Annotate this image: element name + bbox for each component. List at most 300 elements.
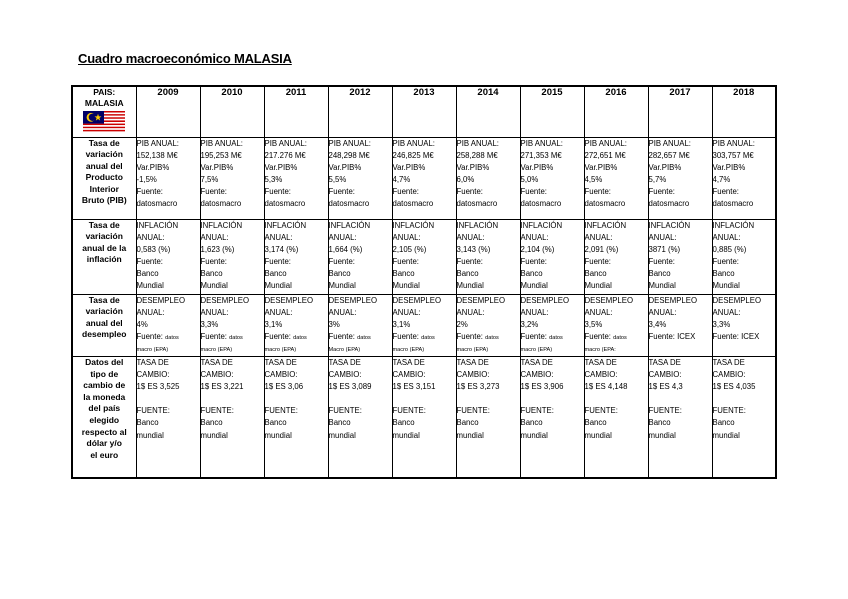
pib-cell-text: 303,757 M€	[712, 150, 754, 160]
inflation-cell-text: Fuente:	[648, 256, 675, 266]
exchange-rate-cell-text: Banco	[584, 418, 607, 428]
unemployment-annual: ANUAL:	[712, 307, 741, 317]
pib-cell-text: Fuente:	[136, 186, 163, 196]
pib-cell-text: 5,0%	[520, 174, 539, 184]
pib-cell-text: PIB ANUAL:	[136, 138, 179, 148]
pib-cell-2018	[712, 137, 776, 219]
unemployment-source-line	[329, 331, 392, 344]
inflation-cell-text: Fuente:	[136, 256, 163, 266]
unemployment-annual: ANUAL:	[456, 307, 485, 317]
unemployment-title: DESEMPLEO	[136, 295, 186, 305]
pib-row-label-line: Producto	[85, 172, 123, 183]
exchange-rate-cell-text: Banco	[712, 418, 735, 428]
pib-cell-text: datosmacro	[392, 198, 434, 208]
exchange-rate-cell-text	[585, 393, 648, 405]
exchange-rate-cell-2016	[584, 356, 648, 478]
inflation-cell-text: 0,885 (%)	[712, 244, 747, 254]
unemployment-source-detail: macro (EPA)	[200, 346, 233, 353]
year-header-2013: 2013	[392, 86, 456, 137]
unemployment-source-line	[201, 331, 264, 344]
pib-cell-text: datosmacro	[456, 198, 498, 208]
pib-cell-text: datosmacro	[648, 198, 690, 208]
exchange-rate-row-label-line: dólar y/o	[86, 438, 122, 449]
inflation-cell-text: Mundial	[712, 280, 740, 290]
exchange-rate-cell-2018	[712, 356, 776, 478]
pib-cell-text: 246,825 M€	[392, 150, 434, 160]
macro-table	[71, 85, 777, 479]
inflation-cell-2013	[392, 219, 456, 294]
exchange-rate-cell-text	[649, 393, 712, 405]
pib-row-label	[72, 137, 136, 219]
unemployment-title: DESEMPLEO	[328, 295, 378, 305]
pib-cell-text: Var.PIB%	[520, 162, 554, 172]
year-header-2018: 2018	[712, 86, 776, 137]
inflation-cell-text: 0,583 (%)	[136, 244, 171, 254]
unemployment-source-line	[393, 331, 456, 344]
exchange-rate-row-label-line: Datos del	[85, 356, 124, 367]
exchange-rate-cell-text: Banco	[136, 418, 159, 428]
exchange-rate-cell-text	[201, 393, 264, 405]
exchange-rate-cell-2015	[520, 356, 584, 478]
inflation-cell-text: ANUAL:	[648, 232, 677, 242]
inflation-cell-2017	[648, 219, 712, 294]
unemployment-value: 3,2%	[520, 319, 539, 329]
pib-cell-2010	[200, 137, 264, 219]
pib-cell-text: datosmacro	[712, 198, 754, 208]
inflation-cell-text: 1,664 (%)	[328, 244, 363, 254]
unemployment-source-detail: macro (EPA)	[520, 346, 553, 353]
unemployment-annual: ANUAL:	[136, 307, 165, 317]
exchange-rate-cell-text	[329, 393, 392, 405]
unemployment-source-name: datos	[357, 334, 371, 341]
exchange-rate-row	[72, 356, 776, 478]
pib-cell-text: Var.PIB%	[712, 162, 746, 172]
exchange-rate-cell-text: FUENTE:	[584, 406, 618, 416]
pib-cell-text: Fuente:	[584, 186, 611, 196]
inflation-cell-2014	[456, 219, 520, 294]
unemployment-annual: ANUAL:	[520, 307, 549, 317]
exchange-rate-cell-text: mundial	[328, 430, 356, 440]
exchange-rate-cell-text: 1$ ES 3,089	[328, 382, 372, 392]
inflation-cell-text: Fuente:	[712, 256, 739, 266]
unemployment-title: DESEMPLEO	[520, 295, 570, 305]
exchange-rate-cell-2017	[648, 356, 712, 478]
exchange-rate-cell-text: mundial	[584, 430, 612, 440]
pib-cell-text: datosmacro	[136, 198, 178, 208]
unemployment-title: DESEMPLEO	[392, 295, 442, 305]
pib-cell-2017	[648, 137, 712, 219]
unemployment-cell-2009	[136, 294, 200, 356]
unemployment-source-detail: macro (EPA)	[136, 346, 169, 353]
exchange-rate-cell-text: 1$ ES 4,035	[712, 382, 756, 392]
year-header-2015: 2015	[520, 86, 584, 137]
exchange-rate-cell-text: Banco	[264, 418, 287, 428]
inflation-cell-text: Banco	[584, 268, 607, 278]
exchange-rate-cell-text: 1$ ES 3,273	[456, 382, 500, 392]
pib-cell-text: Fuente:	[392, 186, 419, 196]
pib-row-label-line: Bruto (PIB)	[81, 195, 127, 206]
unemployment-cell-2016	[584, 294, 648, 356]
pib-cell-2012	[328, 137, 392, 219]
unemployment-cell-2018	[712, 294, 776, 356]
pib-cell-text: Fuente:	[520, 186, 547, 196]
unemployment-row-label-line: anual del	[85, 317, 123, 328]
unemployment-title: DESEMPLEO	[584, 295, 634, 305]
pib-cell-text: Fuente:	[712, 186, 739, 196]
inflation-cell-text: Mundial	[520, 280, 548, 290]
pib-cell-2013	[392, 137, 456, 219]
year-header-2016: 2016	[584, 86, 648, 137]
inflation-cell-text: Banco	[520, 268, 543, 278]
unemployment-source-label: Fuente:	[136, 331, 163, 341]
inflation-cell-text: INFLACIÓN	[648, 220, 691, 230]
unemployment-title: DESEMPLEO	[456, 295, 506, 305]
pib-cell-text: Fuente:	[328, 186, 355, 196]
exchange-rate-cell-text: CAMBIO:	[392, 370, 426, 380]
inflation-cell-text: Fuente:	[328, 256, 355, 266]
pib-cell-2009	[136, 137, 200, 219]
exchange-rate-cell-text: CAMBIO:	[520, 370, 554, 380]
unemployment-row	[72, 294, 776, 356]
exchange-rate-cell-text: mundial	[200, 430, 228, 440]
exchange-rate-cell-text: 1$ ES 3,525	[136, 382, 180, 392]
year-header-2014: 2014	[456, 86, 520, 137]
pib-cell-text: 152,138 M€	[136, 150, 178, 160]
inflation-cell-text: INFLACIÓN	[392, 220, 435, 230]
unemployment-value: 2%	[456, 319, 468, 329]
exchange-rate-cell-text: TASA DE	[392, 357, 425, 367]
inflation-row-label	[72, 219, 136, 294]
exchange-rate-cell-text: CAMBIO:	[648, 370, 682, 380]
exchange-rate-cell-text: CAMBIO:	[136, 370, 170, 380]
pib-cell-text: 4,7%	[712, 174, 731, 184]
exchange-rate-cell-text: CAMBIO:	[328, 370, 362, 380]
inflation-cell-text: 2,105 (%)	[392, 244, 427, 254]
inflation-cell-text: Mundial	[648, 280, 676, 290]
unemployment-row-label-line: variación	[85, 306, 123, 317]
exchange-rate-cell-text: Banco	[648, 418, 671, 428]
unemployment-source-label: Fuente:	[584, 331, 611, 341]
inflation-cell-text: INFLACIÓN	[200, 220, 243, 230]
unemployment-cell-2011	[264, 294, 328, 356]
unemployment-source-label: Fuente:	[328, 331, 355, 341]
pib-row	[72, 137, 776, 219]
exchange-rate-cell-text: mundial	[520, 430, 548, 440]
country-header-cell	[72, 86, 136, 137]
unemployment-row-label	[72, 294, 136, 356]
unemployment-source-line	[521, 331, 584, 344]
inflation-cell-text: INFLACIÓN	[520, 220, 563, 230]
unemployment-source-detail: macro (EPA:	[584, 346, 616, 353]
pib-cell-text: 282,657 M€	[648, 150, 690, 160]
inflation-cell-text: INFLACIÓN	[456, 220, 499, 230]
exchange-rate-row-label-line: elegido	[89, 414, 120, 425]
year-header-2012: 2012	[328, 86, 392, 137]
unemployment-source-label: Fuente:	[200, 331, 227, 341]
inflation-cell-2011	[264, 219, 328, 294]
inflation-cell-text: Fuente:	[200, 256, 227, 266]
unemployment-source-detail: macro (EPA)	[392, 346, 425, 353]
unemployment-source-name: datos	[421, 334, 435, 341]
exchange-rate-cell-text: FUENTE:	[648, 406, 682, 416]
unemployment-row-label-line: desempleo	[82, 329, 127, 340]
country-label: PAIS:	[93, 87, 116, 97]
exchange-rate-cell-2010	[200, 356, 264, 478]
pib-cell-text: datosmacro	[200, 198, 242, 208]
pib-cell-text: 4,5%	[584, 174, 603, 184]
pib-cell-text: 6,0%	[456, 174, 475, 184]
exchange-rate-row-label-line: respecto al	[81, 426, 127, 437]
unemployment-source-line	[457, 331, 520, 344]
pib-row-label-line: Tasa de	[88, 137, 120, 148]
pib-cell-text: Var.PIB%	[456, 162, 490, 172]
exchange-rate-cell-text: mundial	[392, 430, 420, 440]
year-header-2010: 2010	[200, 86, 264, 137]
pib-row-label-line: Interior	[89, 183, 119, 194]
unemployment-title: DESEMPLEO	[712, 295, 762, 305]
pib-cell-text: Var.PIB%	[264, 162, 298, 172]
exchange-rate-cell-text	[393, 393, 456, 405]
exchange-rate-cell-text: 1$ ES 3,06	[264, 382, 304, 392]
exchange-rate-cell-text: TASA DE	[520, 357, 553, 367]
exchange-rate-cell-text: mundial	[456, 430, 484, 440]
document-title: Cuadro macroeconómico MALASIA	[78, 51, 292, 66]
unemployment-cell-2017	[648, 294, 712, 356]
exchange-rate-cell-text: FUENTE:	[520, 406, 554, 416]
exchange-rate-cell-text: TASA DE	[584, 357, 617, 367]
unemployment-source-label: Fuente: ICEX	[648, 331, 696, 341]
inflation-cell-text: INFLACIÓN	[328, 220, 371, 230]
inflation-cell-2009	[136, 219, 200, 294]
inflation-row	[72, 219, 776, 294]
inflation-cell-text: ANUAL:	[392, 232, 421, 242]
unemployment-cell-2013	[392, 294, 456, 356]
inflation-cell-text: Fuente:	[264, 256, 291, 266]
exchange-rate-row-label-line: la moneda	[83, 391, 126, 402]
pib-cell-text: 4,7%	[392, 174, 411, 184]
unemployment-annual: ANUAL:	[328, 307, 357, 317]
exchange-rate-cell-text: FUENTE:	[712, 406, 746, 416]
pib-cell-text: 272,651 M€	[584, 150, 626, 160]
exchange-rate-cell-2011	[264, 356, 328, 478]
inflation-row-label-line: variación	[85, 231, 123, 242]
inflation-cell-text: Banco	[200, 268, 223, 278]
pib-cell-text: 258,288 M€	[456, 150, 498, 160]
inflation-cell-text: Fuente:	[584, 256, 611, 266]
exchange-rate-cell-text: Banco	[456, 418, 479, 428]
inflation-cell-text: INFLACIÓN	[584, 220, 627, 230]
unemployment-cell-2014	[456, 294, 520, 356]
inflation-cell-text: Banco	[136, 268, 159, 278]
pib-row-label-line: variación	[85, 149, 123, 160]
unemployment-source-detail: macro (EPA)	[264, 346, 297, 353]
exchange-rate-cell-text: mundial	[264, 430, 292, 440]
inflation-cell-text: 1,623 (%)	[200, 244, 235, 254]
unemployment-value: 3%	[328, 319, 340, 329]
unemployment-title: DESEMPLEO	[264, 295, 314, 305]
exchange-rate-cell-text: Banco	[392, 418, 415, 428]
exchange-rate-cell-text: CAMBIO:	[264, 370, 298, 380]
pib-cell-text: datosmacro	[328, 198, 370, 208]
year-header-2017: 2017	[648, 86, 712, 137]
unemployment-annual: ANUAL:	[264, 307, 293, 317]
exchange-rate-cell-2014	[456, 356, 520, 478]
unemployment-source-name: datos	[613, 334, 627, 341]
inflation-cell-2016	[584, 219, 648, 294]
unemployment-annual: ANUAL:	[392, 307, 421, 317]
exchange-rate-cell-text: 1$ ES 4,3	[648, 382, 683, 392]
unemployment-source-line	[137, 331, 200, 344]
exchange-rate-cell-text: TASA DE	[712, 357, 745, 367]
inflation-cell-text: Banco	[328, 268, 351, 278]
pib-cell-text: 271,353 M€	[520, 150, 562, 160]
inflation-cell-text: Mundial	[264, 280, 292, 290]
unemployment-title: DESEMPLEO	[200, 295, 250, 305]
exchange-rate-cell-2009	[136, 356, 200, 478]
exchange-rate-cell-text	[521, 393, 584, 405]
pib-cell-text: PIB ANUAL:	[328, 138, 371, 148]
exchange-rate-row-label-line: del país	[88, 403, 121, 414]
inflation-cell-2010	[200, 219, 264, 294]
header-row	[72, 86, 776, 137]
inflation-row-label-line: Tasa de	[88, 219, 120, 230]
pib-cell-text: -1,5%	[136, 174, 157, 184]
pib-cell-text: datosmacro	[520, 198, 562, 208]
inflation-cell-text: INFLACIÓN	[136, 220, 179, 230]
inflation-cell-2012	[328, 219, 392, 294]
year-header-2011: 2011	[264, 86, 328, 137]
inflation-cell-text: 3,143 (%)	[456, 244, 491, 254]
inflation-cell-text: Mundial	[392, 280, 420, 290]
exchange-rate-cell-text: Banco	[328, 418, 351, 428]
pib-cell-2015	[520, 137, 584, 219]
pib-cell-text: Fuente:	[264, 186, 291, 196]
inflation-cell-text: ANUAL:	[200, 232, 229, 242]
exchange-rate-cell-text: mundial	[136, 430, 164, 440]
unemployment-source-line	[713, 331, 776, 343]
inflation-cell-text: Mundial	[136, 280, 164, 290]
inflation-cell-text: INFLACIÓN	[712, 220, 755, 230]
inflation-row-label-line: inflación	[86, 254, 122, 265]
inflation-cell-text: Banco	[392, 268, 415, 278]
inflation-cell-text: INFLACIÓN	[264, 220, 307, 230]
unemployment-source-label: Fuente:	[520, 331, 547, 341]
unemployment-source-line	[649, 331, 712, 343]
exchange-rate-cell-text: Banco	[200, 418, 223, 428]
unemployment-value: 3,5%	[584, 319, 603, 329]
unemployment-source-label: Fuente:	[456, 331, 483, 341]
exchange-rate-row-label-line: tipo de	[90, 368, 119, 379]
unemployment-value: 3,3%	[712, 319, 731, 329]
unemployment-cell-2015	[520, 294, 584, 356]
exchange-rate-row-label-line: el euro	[90, 449, 119, 460]
unemployment-source-detail: macro (EPA)	[456, 346, 489, 353]
inflation-cell-text: Banco	[456, 268, 479, 278]
unemployment-cell-2012	[328, 294, 392, 356]
pib-cell-text: Fuente:	[456, 186, 483, 196]
inflation-cell-text: Banco	[712, 268, 735, 278]
exchange-rate-cell-text	[457, 393, 520, 405]
inflation-cell-text: Mundial	[456, 280, 484, 290]
pib-cell-text: 7,5%	[200, 174, 219, 184]
unemployment-value: 3,3%	[200, 319, 219, 329]
pib-cell-text: PIB ANUAL:	[264, 138, 307, 148]
inflation-cell-text: Banco	[648, 268, 671, 278]
inflation-cell-text: Mundial	[200, 280, 228, 290]
exchange-rate-cell-text: FUENTE:	[392, 406, 426, 416]
pib-cell-text: PIB ANUAL:	[520, 138, 563, 148]
pib-cell-text: 5,5%	[328, 174, 347, 184]
pib-cell-2014	[456, 137, 520, 219]
exchange-rate-cell-text: TASA DE	[200, 357, 233, 367]
exchange-rate-cell-text: FUENTE:	[456, 406, 490, 416]
exchange-rate-row-label	[72, 356, 136, 478]
unemployment-source-line	[265, 331, 328, 344]
exchange-rate-cell-text: 1$ ES 3,221	[200, 382, 244, 392]
unemployment-row-label-line: Tasa de	[88, 294, 120, 305]
exchange-rate-cell-text: FUENTE:	[200, 406, 234, 416]
pib-cell-text: PIB ANUAL:	[456, 138, 499, 148]
exchange-rate-cell-text: FUENTE:	[264, 406, 298, 416]
unemployment-value: 3,1%	[264, 319, 283, 329]
pib-cell-2016	[584, 137, 648, 219]
exchange-rate-cell-text	[265, 393, 328, 405]
unemployment-source-name: datos	[293, 334, 307, 341]
inflation-cell-text: ANUAL:	[584, 232, 613, 242]
unemployment-value: 3,1%	[392, 319, 411, 329]
exchange-rate-cell-text: CAMBIO:	[200, 370, 234, 380]
inflation-cell-text: 2,091 (%)	[584, 244, 619, 254]
pib-row-label-line: anual del	[85, 160, 123, 171]
unemployment-source-label: Fuente:	[264, 331, 291, 341]
inflation-cell-text: ANUAL:	[136, 232, 165, 242]
pib-cell-text: 5,3%	[264, 174, 283, 184]
inflation-cell-text: ANUAL:	[264, 232, 293, 242]
unemployment-annual: ANUAL:	[584, 307, 613, 317]
pib-cell-text: 5,7%	[648, 174, 667, 184]
unemployment-annual: ANUAL:	[200, 307, 229, 317]
unemployment-source-name: datos	[229, 334, 243, 341]
pib-cell-2011	[264, 137, 328, 219]
inflation-cell-text: ANUAL:	[712, 232, 741, 242]
inflation-cell-text: 2,104 (%)	[520, 244, 555, 254]
inflation-cell-text: 3,174 (%)	[264, 244, 299, 254]
pib-cell-text: Var.PIB%	[584, 162, 618, 172]
exchange-rate-row-label-line: cambio de	[83, 380, 126, 391]
pib-cell-text: PIB ANUAL:	[712, 138, 755, 148]
exchange-rate-cell-text: TASA DE	[328, 357, 361, 367]
inflation-cell-2018	[712, 219, 776, 294]
pib-cell-text: PIB ANUAL:	[648, 138, 691, 148]
exchange-rate-cell-text	[713, 393, 776, 405]
unemployment-source-line	[585, 331, 648, 344]
exchange-rate-cell-text: CAMBIO:	[584, 370, 618, 380]
pib-cell-text: Fuente:	[648, 186, 675, 196]
unemployment-source-name: datos	[165, 334, 179, 341]
inflation-cell-text: ANUAL:	[456, 232, 485, 242]
exchange-rate-cell-text: mundial	[648, 430, 676, 440]
exchange-rate-cell-text: TASA DE	[136, 357, 169, 367]
unemployment-title: DESEMPLEO	[648, 295, 698, 305]
unemployment-value: 3,4%	[648, 319, 667, 329]
inflation-cell-text: Mundial	[328, 280, 356, 290]
year-header-2009: 2009	[136, 86, 200, 137]
pib-cell-text: PIB ANUAL:	[584, 138, 627, 148]
exchange-rate-cell-text: 1$ ES 4,148	[584, 382, 628, 392]
unemployment-source-name: datos	[485, 334, 499, 341]
inflation-cell-text: Fuente:	[392, 256, 419, 266]
exchange-rate-cell-text: mundial	[712, 430, 740, 440]
